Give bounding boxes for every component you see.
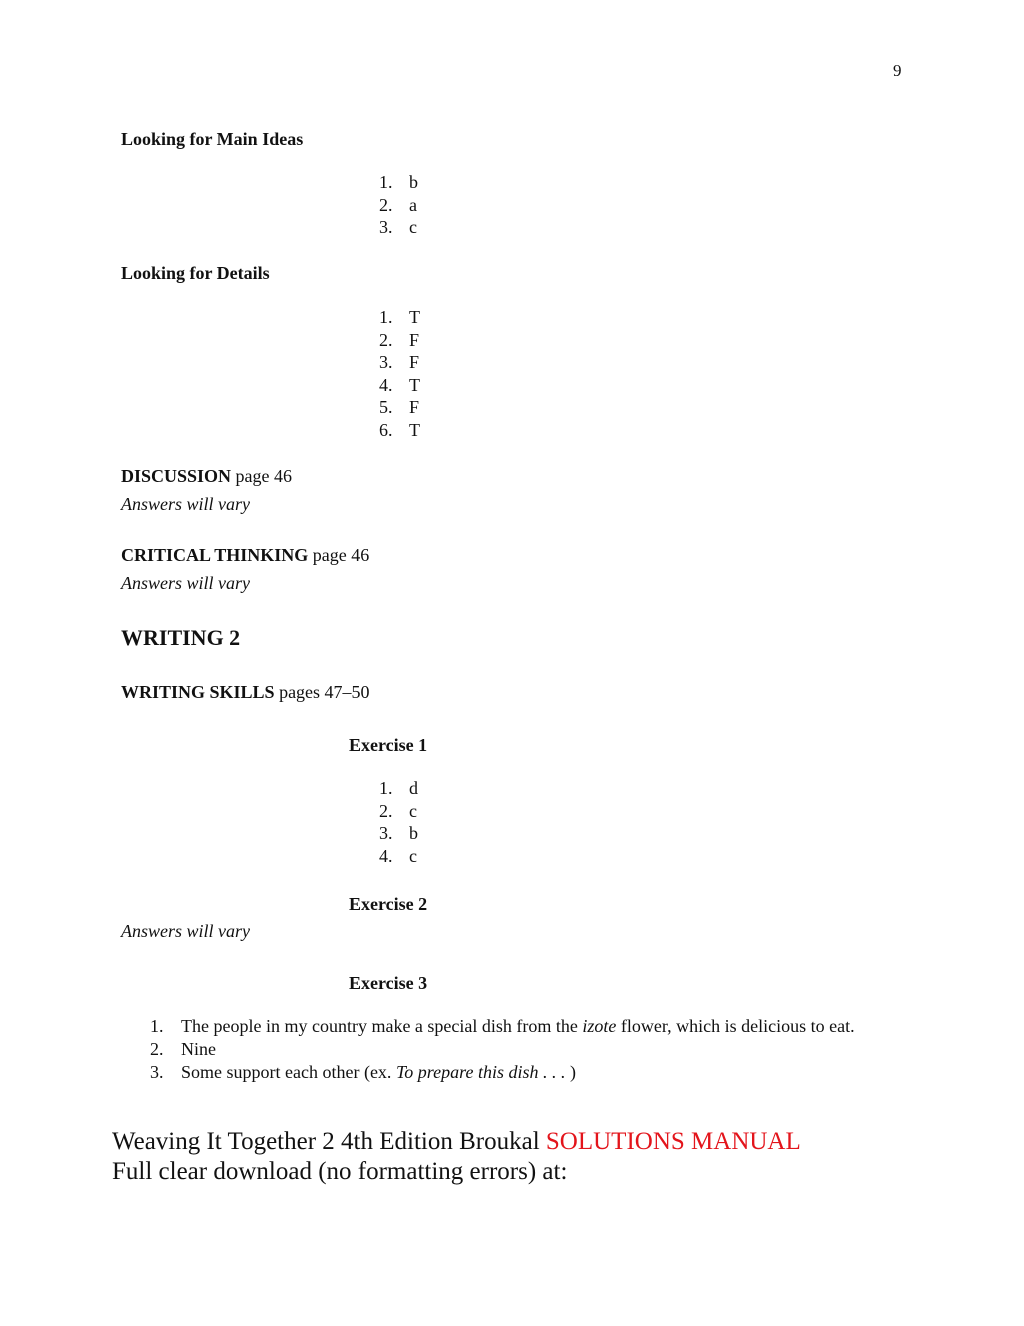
discussion-note: Answers will vary bbox=[121, 494, 250, 514]
section-heading-details: Looking for Details bbox=[121, 263, 270, 283]
details-answer-list bbox=[379, 306, 420, 442]
exercise-2-heading: Exercise 2 bbox=[349, 894, 428, 914]
footer-promo bbox=[112, 1127, 912, 1187]
writing-2-heading: WRITING 2 bbox=[121, 625, 241, 650]
footer-title: Weaving It Together 2 4th Edition Broukal SOLUTIONS MANUAL bbox=[112, 1128, 801, 1155]
list-item: 6. T bbox=[379, 419, 420, 440]
exercise-1-heading: Exercise 1 bbox=[349, 735, 428, 755]
list-item: 1. T bbox=[379, 307, 420, 327]
list-item: 4. T bbox=[379, 374, 420, 395]
list-item: 2. c bbox=[379, 800, 417, 821]
list-item: 3. c bbox=[379, 217, 417, 238]
list-item: 3. b bbox=[379, 823, 418, 844]
list-item: 1. The people in my country make a special dish from the izote flower, which is delicious to eat. bbox=[150, 1016, 855, 1036]
section-heading-main-ideas: Looking for Main Ideas bbox=[121, 129, 304, 149]
list-item: 3. Some support each other (ex. To prepare this dish . . . ) bbox=[150, 1062, 576, 1082]
critical-thinking-heading: CRITICAL THINKING page 46 bbox=[121, 545, 370, 565]
exercise-3-heading: Exercise 3 bbox=[349, 973, 428, 993]
critical-thinking-note: Answers will vary bbox=[121, 573, 250, 593]
list-item: 5. F bbox=[379, 397, 420, 418]
footer-line-2: Full clear download (no formatting errors) at: bbox=[112, 1158, 568, 1185]
writing-skills-heading: WRITING SKILLS pages 47–50 bbox=[121, 682, 370, 702]
page-number: 9 bbox=[893, 61, 902, 80]
list-item: 1. b bbox=[379, 172, 418, 192]
list-item: 2. Nine bbox=[150, 1039, 216, 1059]
exercise-1-answer-list bbox=[379, 777, 418, 867]
list-item: 4. c bbox=[379, 845, 417, 866]
list-item: 2. a bbox=[379, 194, 417, 215]
exercise-3-answer-list bbox=[150, 1015, 930, 1084]
list-item: 2. F bbox=[379, 329, 420, 350]
footer-highlight: SOLUTIONS MANUAL bbox=[545, 1128, 801, 1155]
list-item: 3. F bbox=[379, 352, 420, 373]
exercise-2-note: Answers will vary bbox=[121, 921, 250, 941]
list-item: 1. d bbox=[379, 778, 418, 798]
main-ideas-answer-list bbox=[379, 171, 418, 239]
discussion-heading: DISCUSSION page 46 bbox=[121, 466, 293, 486]
